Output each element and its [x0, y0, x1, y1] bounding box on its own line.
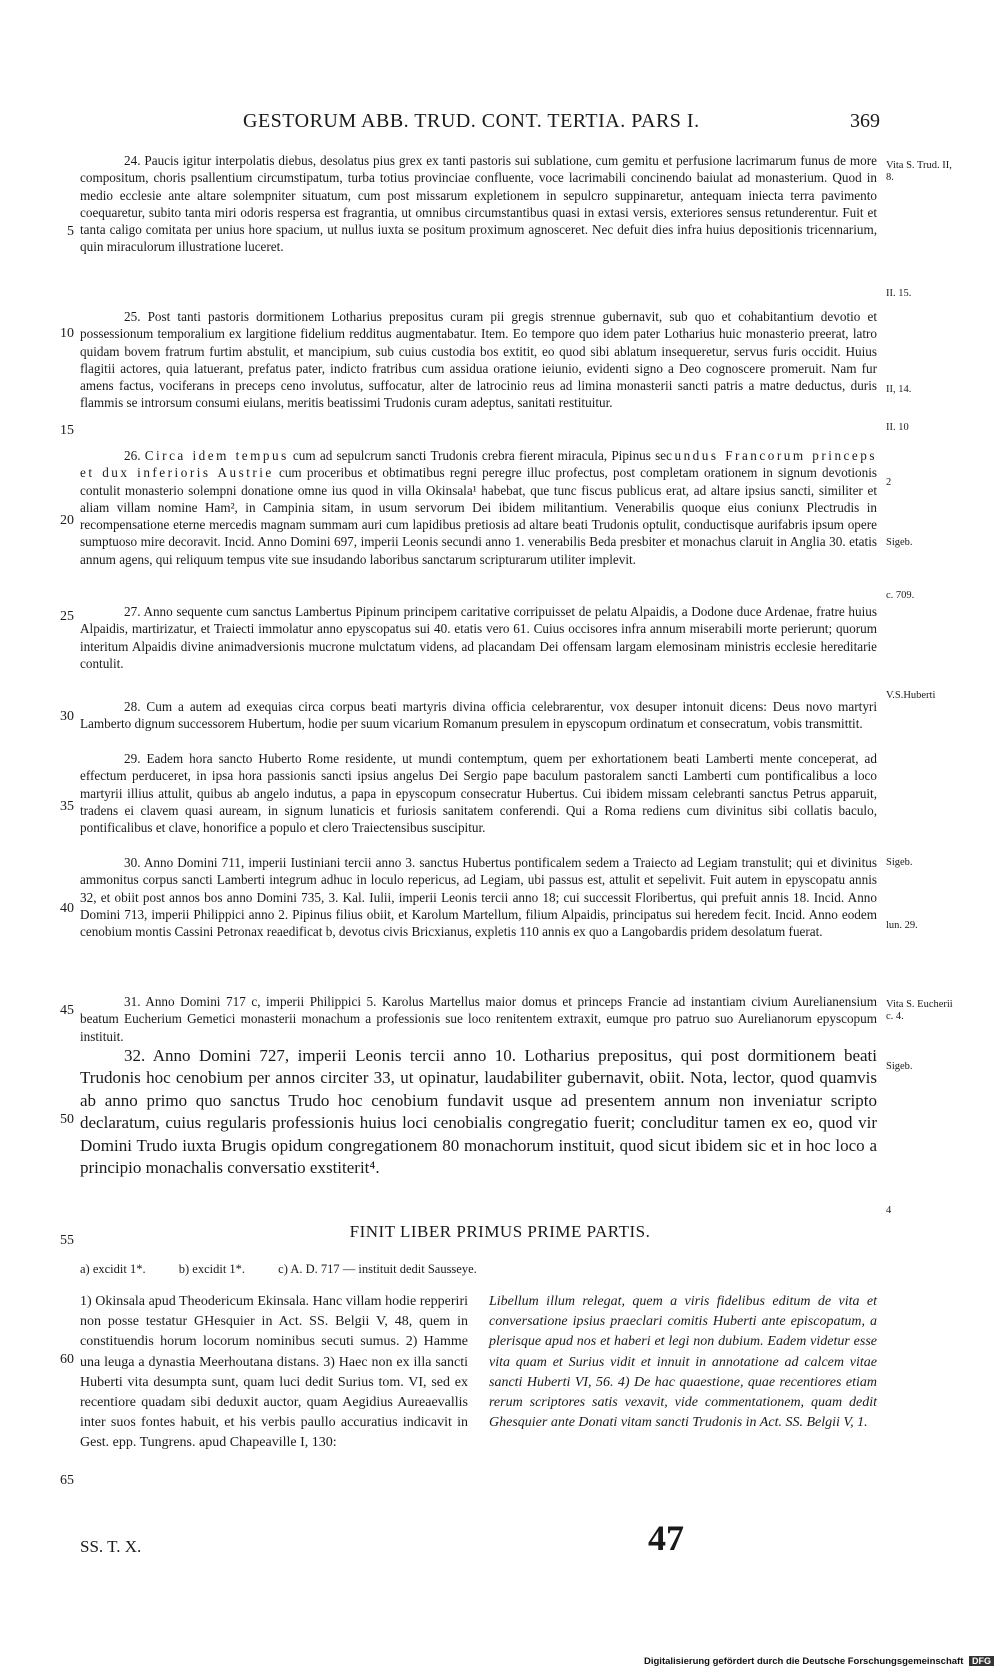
line-number: 65 — [60, 1473, 74, 1488]
line-number: 40 — [60, 901, 74, 916]
margin-note: 4 — [886, 1205, 892, 1216]
footnotes-left-column: 1) Okinsala apud Theodericum Ekinsala. Hanc villam hodie repperiri non posse testatur GHesquier in Act. SS. Belgii V, 48, quem in constituendis horum locorum nominibus secuti sumus. 2) Hamme una leuga a dynastia Meerhoutana distans. 3) Haec non ex illa sancti Huberti vita desumpta sunt, quam luci dedit Surius tom. VI, sed ex recentiore quadam sibi deduxit auctor, quam Aegidius Aureaevallis inter suos fontes habuit, et his verbis paullo accuratius indicavit in Gest. epp. Tungrens. apud Chapeaville I, 130: — [80, 1294, 468, 1451]
paragraph-29: 29. Eadem hora sancto Huberto Rome residente, ut mundi contemptum, quem per exhortationem beati Lamberti mente conceperat, ad effectum perduceret, in ipsa hora passionis sancti ipsius angelus Dei Sergio pape baculum pastoralem sancti Lamberti cum pontificalibus a loco martyrii illius attulit, quibus ab angelo indutus, a papa in epyscopum consecratur Hubertus. Cui ibidem missam celebranti sanctus Petrus apparuit, tradens ei clavem quasi auream, in signum lunaticis et furiosis sanitatem conferendi. Qui a Roma rediens cum divinitus sibi collatis baculo, pontificalibus et clave, honorifice a populo et clero Traiectensibus suscipitur. — [80, 751, 877, 836]
line-number: 50 — [60, 1112, 74, 1127]
margin-note: Sigeb. — [886, 857, 913, 868]
line-number: 5 — [67, 224, 74, 239]
paragraph-26-mid: cum ad sepulcrum sancti Trudonis crebra fierent miracula, Pipinus se — [288, 448, 667, 463]
paragraph-31: 31. Anno Domini 717 c, imperii Philippici 5. Karolus Martellus maior domus et princeps Francie ad instantiam civium Aurelianensium beatum Eucherium Gemetici monasterii monachum a professionis sue loco renitentem extraxit, eumque pro patruo suo Aurelianorum epyscopum instituit. — [80, 994, 877, 1044]
book-end-heading: FINIT LIBER PRIMUS PRIME PARTIS. — [349, 1222, 651, 1241]
margin-note: c. 709. — [886, 590, 915, 601]
line-number: 60 — [60, 1352, 74, 1367]
margin-note: II, 14. — [886, 384, 912, 395]
volume-signature: SS. T. X. — [80, 1537, 142, 1556]
running-title: GESTORUM ABB. TRUD. CONT. TERTIA. PARS I. — [243, 110, 700, 132]
line-number: 55 — [60, 1233, 74, 1248]
margin-note: Vita S. Trud. II, 8. — [886, 160, 952, 183]
line-number: 45 — [60, 1003, 74, 1018]
line-number: 10 — [60, 326, 74, 341]
paragraph-25: 25. Post tanti pastoris dormitionem Lotharius prepositus curam pii gregis strennue gubernavit, sub quo et cohabitantium devotio et possessionum temporalium ex largitione fidelium redditus augmentabatur. Item. Eo tempore quo idem pater Lotharius huic monasterio preerat, latro quidam bovem fratrum furtim abstulit, et mancipium, sub cuius custodia bos extitit, eo quod sibi ablatum insequeretur, servus furis occidit. Huius flagitii actores, quia latuerant, prefatus pater, indicto fratribus cum assidua oratione ieiunio, evidenti signo a Deo cognoscere promeruit. Nam fur amens factus, vociferans in preceps ceno involutus, suffocatur, alter de latrocinio reus ad limina monasterii sancti patris a matre deductus, duris flammis se introrsum consumi eiulans, meritis beatissimi Trudonis curam adeptus, sanitati restituitur. — [80, 309, 877, 411]
margin-note: Sigeb. — [886, 537, 913, 548]
margin-note: Sigeb. — [886, 1061, 913, 1072]
credit-text: Digitalisierung gefördert durch die Deutsche Forschungsgemeinschaft — [644, 1656, 964, 1667]
paragraph-26-spaced-phrase: Circa idem tempus — [144, 448, 289, 463]
line-number: 15 — [60, 423, 74, 438]
apparatus-note: b) excidit 1*. — [178, 1262, 246, 1276]
paragraph-30: 30. Anno Domini 711, imperii Iustiniani tercii anno 3. sanctus Hubertus pontificalem sedem a Traiecto ad Legiam transtulit; qui et divinitus ammonitus corpus sancti Lamberti integrum adhuc in loculo repericus, ad Legiam, ubi passus est, attulit et sepelivit. Fuit autem in epyscopatu annis 32, et obiit post annos bos anno Domini 735, 3. Kal. Iulii, imperii Leonis tercii anno 18; cui successit Floribertus, qui prefuit annis 18. Incid. Anno Domini 713, imperii Philippici anno 2. Pipinus filius obiit, et Karolum Martellum, filium Alpaidis, principatus sui heredem fecit. Incid. Anno eodem cenobium montis Cassini Petronax reaedificat b, devotus civis Bricxianus, expletis 110 annis ex quo a Langobardis pridem desolatum fuerat. — [80, 855, 877, 940]
margin-note: Vita S. Eucherii c. 4. — [886, 999, 953, 1022]
line-number: 25 — [60, 609, 74, 624]
footnotes-right-column: Libellum illum relegat, quem a viris fidelibus editum de vita et conversatione ipsius praeclari comitis Huberti ante episcopatum, a plerisque apud nos et haberi et legi non dubium. Eadem videtur esse vita quam et Surius vidit et innuit in annotatione ad calcem vitae sancti Huberti VI, 56. 4) De hac quaestione, quae recentiores etiam rerum scriptores satis vexavit, vide commentationem, quam dedit Ghesquier ante Donati vitam sancti Trudonis in Act. SS. Belgii V, 1. — [489, 1294, 877, 1431]
dfg-logo: DFG — [969, 1656, 994, 1666]
running-header — [78, 110, 880, 136]
paragraph-28: 28. Cum a autem ad exequias circa corpus beati martyris divina officia celebrarentur, vox desuper intonuit dicens: Deus novo martyri Lamberto dignum successorem Hubertum, hodie per suum vicarium Romanum presulem in epyscopum ordinatum et consecratum, vobis transmittit. — [80, 699, 877, 732]
paragraph-32: 32. Anno Domini 727, imperii Leonis tercii anno 10. Lotharius prepositus, qui post dormitionem beati Trudonis hoc cenobium per annos circiter 33, ut opinatur, laudabiliter gubernavit, obiit. Nota, lector, quod quamvis ab anno primo quo sanctus Trudo hoc cenobium fundavit usque ad presentem annum non inveniatur scripto declaratum, cuius regularis professionis huius loci cenobialis congregatio fuerit; concluditur tamen ex eo, quod vir Domini Trudo iuxta Brugis opidum congregationem 80 monachorum instituit, quod sicut ibidem sic et in hoc loco a principio monachalis conversatio exstiterit⁴. — [80, 1046, 877, 1178]
line-number: 30 — [60, 709, 74, 724]
margin-note: lun. 29. — [886, 920, 918, 931]
paragraph-26-text: cum proceribus et obtimatibus regni peregre illuc profectus, post completam orationem in signum devotionis contulit monasterio solempni donatione omne ius quod in villa Okinsala¹ habebat, que tunc fiscus publicus erat, ad altare ipsius sancti, similiter et aliam villam nomine Ham², in Campinia sitam, in usum servorum Dei ibidem militantium. Venerabilis quoque eius coniunx Plectrudis in recompensatione eterne mercedis magnam summam auri cum lapidibus pretiosis ad altare beati Trudonis optulit, conductisque aurifabris ipsum opere sumptuoso mire decoravit. Incid. Anno Domini 697, imperii Leonis secundi anno 1. venerabilis Beda presbiter et monachus claruit in Anglia 30. etatis annum agens, qui reliquum tempus vite sue insudando laboribus sanctarum scripturarum utiliter implevit. — [80, 465, 877, 567]
margin-note: II. 15. — [886, 288, 912, 299]
margin-note: 2 — [886, 477, 892, 488]
line-number: 35 — [60, 799, 74, 814]
paragraph-24: 24. Paucis igitur interpolatis diebus, desolatus pius grex ex tanti pastoris sui sublatione, cum gemitu et perfusione lacrimarum funus de more compositum, choris psallentium circumstipatum, turba totius provinciae confluente, voce lacrimabili concinendo baiulat ad monasterium. Quod in medio ecclesie ante altare solempniter situatum, cum post missarum expletionem in sepulcro suppinaretur, antequam iniecta terra pavimento coequaretur, subito tanta miri odoris respersa est fragrantia, ut omnibus circumstantibus quasi in extasi versis, exteriores sensus retunderentur. Fuit et tanta caligo comitata per unius hore spacium, ut nullus iuxta se positum proximum agnosceret. Nec defuit dies infra huius depositionis tricennarium, quin miraculorum illustratione luceret. — [80, 153, 877, 255]
paragraph-27: 27. Anno sequente cum sanctus Lambertus Pipinum principem caritative corripuisset de pelatu Alpaidis, a Dodone duce Ardenae, fratre huius Alpaidis, martirizatur, et Traiecti immolatur anno epyscopatus sui 40. etatis vero 61. Cuius occisores infra annum miserabili morte perierunt; quorum interitum Alpaidis divine animadversionis mucrone mulctatum videns, ad placandam Dei offensam largam elemosinam ministris ecclesie hereditarie contulit. — [80, 604, 877, 671]
paragraph-26-spaced-title: cundus Francorum princeps et dux inferioris Austrie — [80, 448, 877, 481]
margin-note: II. 10 — [886, 422, 909, 433]
page-number: 369 — [850, 110, 880, 132]
line-number: 20 — [60, 513, 74, 528]
sheet-number: 47 — [648, 1518, 684, 1558]
main-text — [80, 152, 877, 1179]
margin-note: V.S.Huberti — [886, 690, 936, 701]
paragraph-26 — [80, 447, 877, 603]
digitization-credit — [644, 1656, 994, 1667]
apparatus-note: a) excidit 1*. — [80, 1262, 146, 1276]
critical-apparatus — [80, 1262, 507, 1277]
paragraph-26-number: 26. — [124, 448, 145, 463]
apparatus-note: c) A. D. 717 — instituit dedit Sausseye. — [278, 1262, 477, 1276]
